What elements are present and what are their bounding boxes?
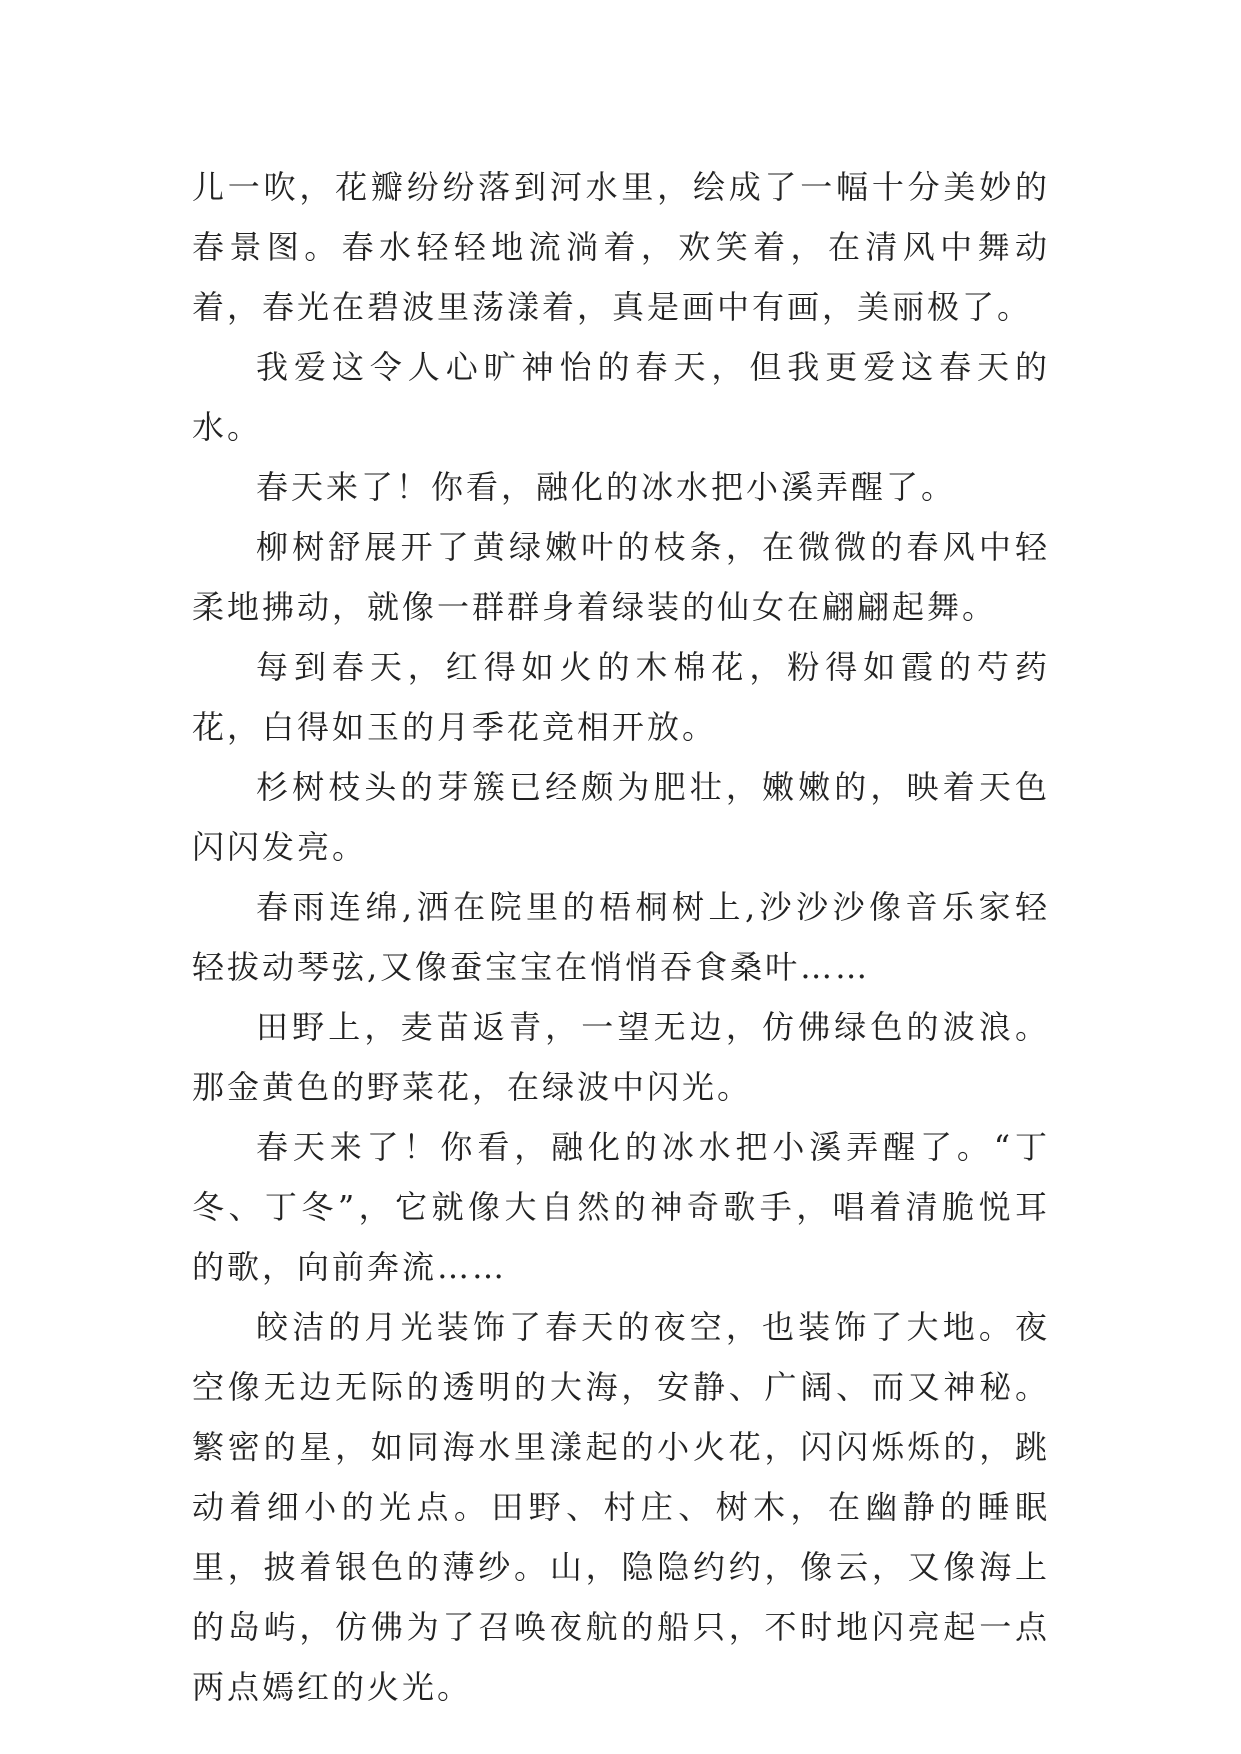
paragraph: 每到春天，红得如火的木棉花，粉得如霞的芍药花，白得如玉的月季花竞相开放。 bbox=[192, 648, 1050, 746]
paragraph: 春雨连绵,洒在院里的梧桐树上,沙沙沙像音乐家轻轻拔动琴弦,又像蚕宝宝在悄悄吞食桑叶…… bbox=[192, 888, 1050, 986]
paragraph: 田野上，麦苗返青，一望无边，仿佛绿色的波浪。那金黄色的野菜花，在绿波中闪光。 bbox=[192, 1008, 1050, 1106]
document-body bbox=[192, 157, 1050, 1717]
paragraph: 杉树枝头的芽簇已经颇为肥壮，嫩嫩的，映着天色闪闪发亮。 bbox=[192, 768, 1050, 866]
paragraph: 春天来了！你看，融化的冰水把小溪弄醒了。“丁冬、丁冬”，它就像大自然的神奇歌手，唱着清脆悦耳的歌，向前奔流…… bbox=[192, 1128, 1050, 1286]
paragraph: 春天来了！你看，融化的冰水把小溪弄醒了。 bbox=[256, 468, 957, 506]
paragraph: 我爱这令人心旷神怡的春天，但我更爱这春天的水。 bbox=[192, 348, 1050, 446]
paragraph: 皎洁的月光装饰了春天的夜空，也装饰了大地。夜空像无边无际的透明的大海，安静、广阔、而又神秘。繁密的星，如同海水里漾起的小火花，闪闪烁烁的，跳动着细小的光点。田野、村庄、树木，在幽静的睡眠里，披着银色的薄纱。山，隐隐约约，像云，又像海上的岛屿，仿佛为了召唤夜航的船只，不时地闪亮起一点两点嫣红的火光。 bbox=[192, 1308, 1050, 1706]
paragraph-continued: 儿一吹，花瓣纷纷落到河水里，绘成了一幅十分美妙的春景图。春水轻轻地流淌着，欢笑着，在清风中舞动着，春光在碧波里荡漾着，真是画中有画，美丽极了。 bbox=[192, 168, 1050, 326]
paragraph: 柳树舒展开了黄绿嫩叶的枝条，在微微的春风中轻柔地拂动，就像一群群身着绿装的仙女在翩翩起舞。 bbox=[192, 528, 1050, 626]
